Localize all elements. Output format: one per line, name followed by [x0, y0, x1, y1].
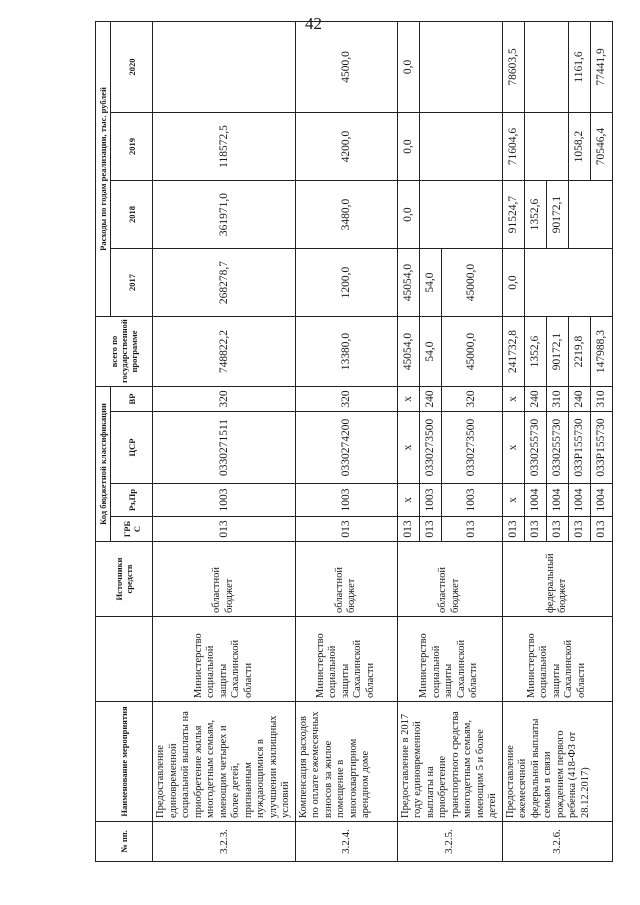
vr-cell: 240 [524, 387, 546, 412]
row-number: 3.2.6. [502, 822, 612, 862]
executor: Министерство социальной защиты Сахалинской области [153, 617, 296, 702]
funding-source: областной бюджет [295, 542, 397, 617]
header-rzpr: Рз,Пр [111, 484, 153, 517]
rzpr-cell: х [397, 484, 419, 517]
activity-name: Предоставление ежемесячной федеральной выплаты семьям в связи рождением первого ребенка (418-ФЗ от 28.12.2017) [502, 702, 612, 822]
grbs-cell: 013 [419, 517, 441, 542]
grbs-cell: 013 [295, 517, 397, 542]
vr-cell: 320 [153, 387, 296, 412]
rzpr-cell: 1003 [295, 484, 397, 517]
rzpr-cell: 1004 [568, 484, 590, 517]
y2019-cell: 1058,2 [568, 113, 590, 181]
executor: Министерство социальной защиты Сахалинской области [295, 617, 397, 702]
y2017-cell: 1200,0 [295, 249, 397, 317]
vr-cell: 240 [568, 387, 590, 412]
y2018-cell: 361971,0 [153, 181, 296, 249]
vr-cell: 240 [419, 387, 441, 412]
csr-cell: 033P155730 [590, 412, 612, 484]
y2019-cell [524, 113, 568, 181]
row-number: 3.2.3. [153, 822, 296, 862]
y2018-cell: 3480,0 [295, 181, 397, 249]
csr-cell: 0330271511 [153, 412, 296, 484]
vr-cell: х [502, 387, 524, 412]
grbs-cell: 013 [441, 517, 502, 542]
grbs-cell: 013 [397, 517, 419, 542]
vr-cell: 320 [441, 387, 502, 412]
header-num: № пп. [96, 822, 153, 862]
y2020-cell: 4500,0 [295, 21, 397, 112]
activity-name: Предоставление в 2017 году единовременной выплаты на приобретение транспортного средства многодетным семьям, имеющим 5 и более детей [397, 702, 502, 822]
csr-cell: 0330273500 [441, 412, 502, 484]
table-row [295, 21, 397, 861]
y2018-cell [568, 181, 612, 249]
header-vr: ВР [111, 387, 153, 412]
vr-cell: 320 [295, 387, 397, 412]
y2019-cell: 0,0 [397, 113, 419, 181]
y2019-cell: 4200,0 [295, 113, 397, 181]
y2020-cell: 1161,6 [568, 21, 590, 112]
total-cell: 13380,0 [295, 317, 397, 387]
total-cell: 45000,0 [441, 317, 502, 387]
total-cell: 147988,3 [590, 317, 612, 387]
budget-table [95, 21, 613, 862]
total-cell: 90172,1 [546, 317, 568, 387]
rotated-table-container [95, 42, 607, 862]
activity-name: Компенсация расходов по оплате ежемесячных взносов за жилое помещение в многоквартирном арендном доме [295, 702, 397, 822]
y2017-cell: 268278,7 [153, 249, 296, 317]
funding-source: федеральный бюджет [502, 542, 612, 617]
rzpr-cell: х [502, 484, 524, 517]
total-cell: 2219,8 [568, 317, 590, 387]
executor: Министерство социальной защиты Сахалинской области [397, 617, 502, 702]
header-2018: 2018 [111, 181, 153, 249]
csr-cell: х [397, 412, 419, 484]
y2017-cell: 45000,0 [441, 249, 502, 317]
total-cell: 241732,8 [502, 317, 524, 387]
y2019-cell: 71604,6 [502, 113, 524, 181]
header-grbs: ГРБ С [111, 517, 153, 542]
total-cell: 748822,2 [153, 317, 296, 387]
y2017-cell: 45054,0 [397, 249, 419, 317]
csr-cell: 0330273500 [419, 412, 441, 484]
grbs-cell: 013 [502, 517, 524, 542]
vr-cell: 310 [546, 387, 568, 412]
vr-cell: 310 [590, 387, 612, 412]
table-row [153, 21, 296, 861]
grbs-cell: 013 [546, 517, 568, 542]
header-2020: 2020 [111, 21, 153, 112]
y2018-cell: 0,0 [397, 181, 419, 249]
y2019-cell [419, 113, 502, 181]
y2017-cell: 54,0 [419, 249, 441, 317]
header-2019: 2019 [111, 113, 153, 181]
y2020-cell: 78603,5 [502, 21, 524, 112]
y2019-cell: 118572,5 [153, 113, 296, 181]
total-cell: 1352,6 [524, 317, 546, 387]
rzpr-cell: 1003 [153, 484, 296, 517]
y2020-cell [524, 21, 568, 112]
funding-source: областной бюджет [397, 542, 502, 617]
row-number: 3.2.4. [295, 822, 397, 862]
executor: Министерство социальной защиты Сахалинской области [502, 617, 612, 702]
page-number: 42 [305, 14, 322, 33]
header-executor [96, 617, 153, 702]
total-cell: 54,0 [419, 317, 441, 387]
vr-cell: х [397, 387, 419, 412]
header-total: всего по государственной программе [96, 317, 153, 387]
header-2017: 2017 [111, 249, 153, 317]
csr-cell: 0330255730 [524, 412, 546, 484]
grbs-cell: 013 [590, 517, 612, 542]
header-source: Источники средств [96, 542, 153, 617]
total-cell: 45054,0 [397, 317, 419, 387]
y2018-cell [419, 181, 502, 249]
rzpr-cell: 1004 [524, 484, 546, 517]
activity-name: Предоставление единовременной социальной выплаты на приобретение жилья многодетным семьям, имеющим четырех и более детей, признанным нуждающимися в улучшении жилищных условий [153, 702, 296, 822]
rzpr-cell: 1003 [419, 484, 441, 517]
y2018-cell: 91524,7 [502, 181, 524, 249]
header-csr: ЦСР [111, 412, 153, 484]
grbs-cell: 013 [153, 517, 296, 542]
y2019-cell: 70546,4 [590, 113, 612, 181]
header-name: Наименование мероприятия [96, 702, 153, 822]
table-row [397, 21, 419, 861]
y2017-cell: 0,0 [502, 249, 524, 317]
y2020-cell [419, 21, 502, 112]
y2018-cell: 90172,1 [546, 181, 568, 249]
y2017-cell [524, 249, 612, 317]
header-years-group: Расходы по годам реализации, тыс. рублей [96, 21, 111, 316]
y2020-cell [153, 21, 296, 112]
y2018-cell: 1352,6 [524, 181, 546, 249]
rzpr-cell: 1003 [441, 484, 502, 517]
csr-cell: 0330255730 [546, 412, 568, 484]
table-row [502, 21, 524, 861]
grbs-cell: 013 [524, 517, 546, 542]
csr-cell: х [502, 412, 524, 484]
rzpr-cell: 1004 [590, 484, 612, 517]
rzpr-cell: 1004 [546, 484, 568, 517]
csr-cell: 033P155730 [568, 412, 590, 484]
y2020-cell: 77441,9 [590, 21, 612, 112]
y2020-cell: 0,0 [397, 21, 419, 112]
csr-cell: 0330274200 [295, 412, 397, 484]
grbs-cell: 013 [568, 517, 590, 542]
funding-source: областной бюджет [153, 542, 296, 617]
header-kbk-group: Код бюджетной классификации [96, 387, 111, 542]
row-number: 3.2.5. [397, 822, 502, 862]
